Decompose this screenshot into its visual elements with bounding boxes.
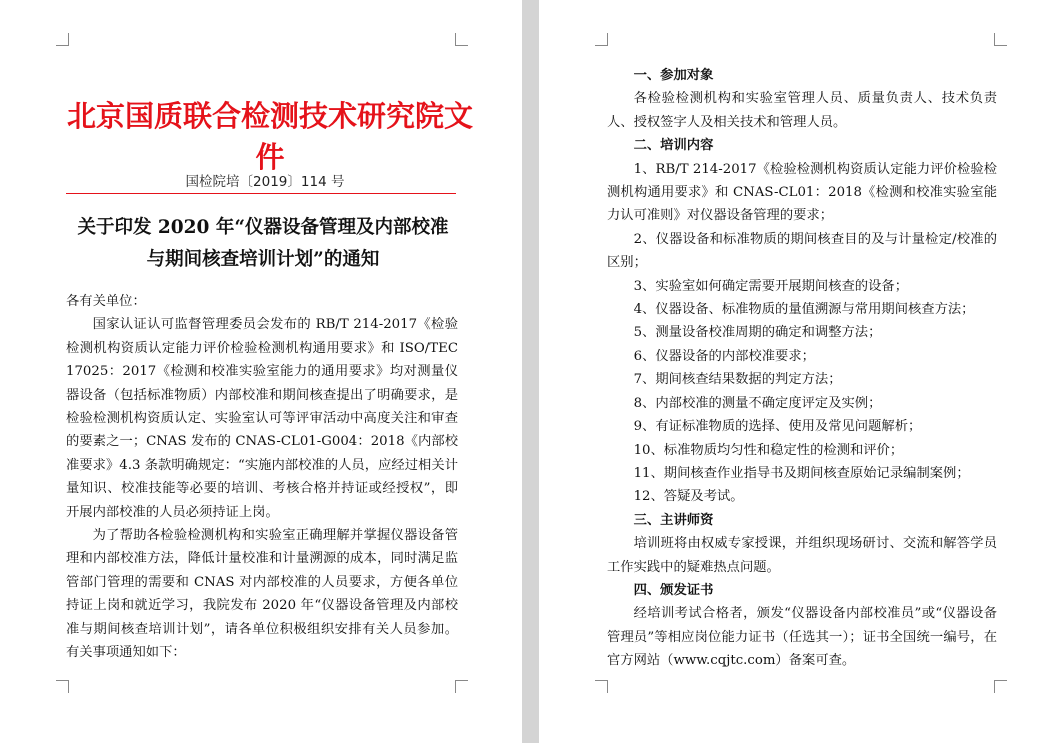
list-item: 8、内部校准的测量不确定度评定及实例； <box>633 395 882 411</box>
list-item: 12、答疑及考试。 <box>633 489 744 505</box>
list-item: 2、仪器设备和标准物质的期间核查目的及与计量检定/校准的区别； <box>607 231 997 271</box>
training-content-list <box>607 158 997 509</box>
notice-title-line: 关于印发 2020 年“仪器设备管理及内部校准 <box>77 217 449 238</box>
section-heading: 四、颁发证书 <box>633 582 714 598</box>
list-item: 4、仪器设备、标准物质的量值溯源与常用期间核查方法； <box>633 302 975 318</box>
section-text: 经培训考试合格者，颁发“仪器设备内部校准员”或“仪器设备管理员”等相应岗位能力证书（任选其一）；证书全国统一编号，在官方网站（www.cqjtc.com）备案可查。 <box>607 606 997 669</box>
document-page-right <box>539 0 1037 743</box>
section-heading: 三、主讲师资 <box>633 512 714 528</box>
crop-mark <box>595 680 608 693</box>
notice-title-line: 与期间核查培训计划”的通知 <box>146 249 380 270</box>
body-paragraph: 国家认证认可监督管理委员会发布的 RB/T 214-2017《检验检测机构资质认定能力评价检验检测机构通用要求》和 ISO/TEC 17025：2017《检测和校准实验室能力的通用要求》均对测量仪器设备（包括标准物质）内部校准和期间核查提出了明确要求，是检验检测机构资质认定、实验室认可等评审活动中高度关注和审查的要素之一；CNAS 发布的 CNAS-CL01-G004：2018《内部校准要求》4.3 条款明确规定：“实施内部校准的人员，应经过相关计量知识、校准技能等必要的培训、考核合格并持证或经授权”，即开展内部校准的人员必须持证上岗。 <box>66 317 458 520</box>
salutation: 各有关单位： <box>66 294 146 309</box>
crop-mark <box>994 680 1007 693</box>
notice-title <box>66 212 460 276</box>
list-item: 9、有证标准物质的选择、使用及常见问题解析； <box>633 419 922 435</box>
list-item: 3、实验室如何确定需要开展期间核查的设备； <box>633 278 908 294</box>
organization-title: 北京国质联合检测技术研究院文件 <box>66 99 473 174</box>
list-item: 7、期间核查结果数据的判定方法； <box>633 372 842 388</box>
document-number: 国检院培〔2019〕114 号 <box>185 174 345 190</box>
crop-mark <box>595 33 608 46</box>
section-text: 培训班将由权威专家授课，并组织现场研讨、交流和解答学员工作实践中的疑难热点问题。 <box>607 536 997 575</box>
body-paragraph: 为了帮助各检验检测机构和实验室正确理解并掌握仪器设备管理和内部校准方法，降低计量校准和计量溯源的成本，同时满足监管部门管理的需要和 CNAS 对内部校准的人员要求，方便各单位持证上岗和就近学习，我院发布 2020 年“仪器设备管理及内部校准与期间核查培训计划”，请各单位积极组织安排有关人员参加。有关事项通知如下： <box>66 528 458 661</box>
list-item: 5、测量设备校准周期的确定和调整方法； <box>633 325 882 341</box>
crop-mark <box>455 33 468 46</box>
list-item: 10、标准物质均匀性和稳定性的检测和评价； <box>633 442 904 458</box>
list-item: 6、仪器设备的内部校准要求； <box>633 348 815 364</box>
list-item: 1、RB/T 214-2017《检验检测机构资质认定能力评价检验检测机构通用要求》和 CNAS-CL01：2018《检测和校准实验室能力认可准则》对仪器设备管理的要求； <box>607 161 997 224</box>
section-heading: 一、参加对象 <box>633 68 714 83</box>
notice-body <box>66 290 458 665</box>
crop-mark <box>455 680 468 693</box>
crop-mark <box>994 33 1007 46</box>
list-item: 11、期间核查作业指导书及期间核查原始记录编制案例； <box>633 465 970 481</box>
red-divider-line <box>66 193 456 194</box>
section-text: 各检验检测机构和实验室管理人员、质量负责人、技术负责人、授权签字人及相关技术和管理人员。 <box>607 91 997 130</box>
crop-mark <box>56 33 69 46</box>
notice-details <box>607 64 997 673</box>
crop-mark <box>56 680 69 693</box>
section-heading: 二、培训内容 <box>633 138 714 154</box>
